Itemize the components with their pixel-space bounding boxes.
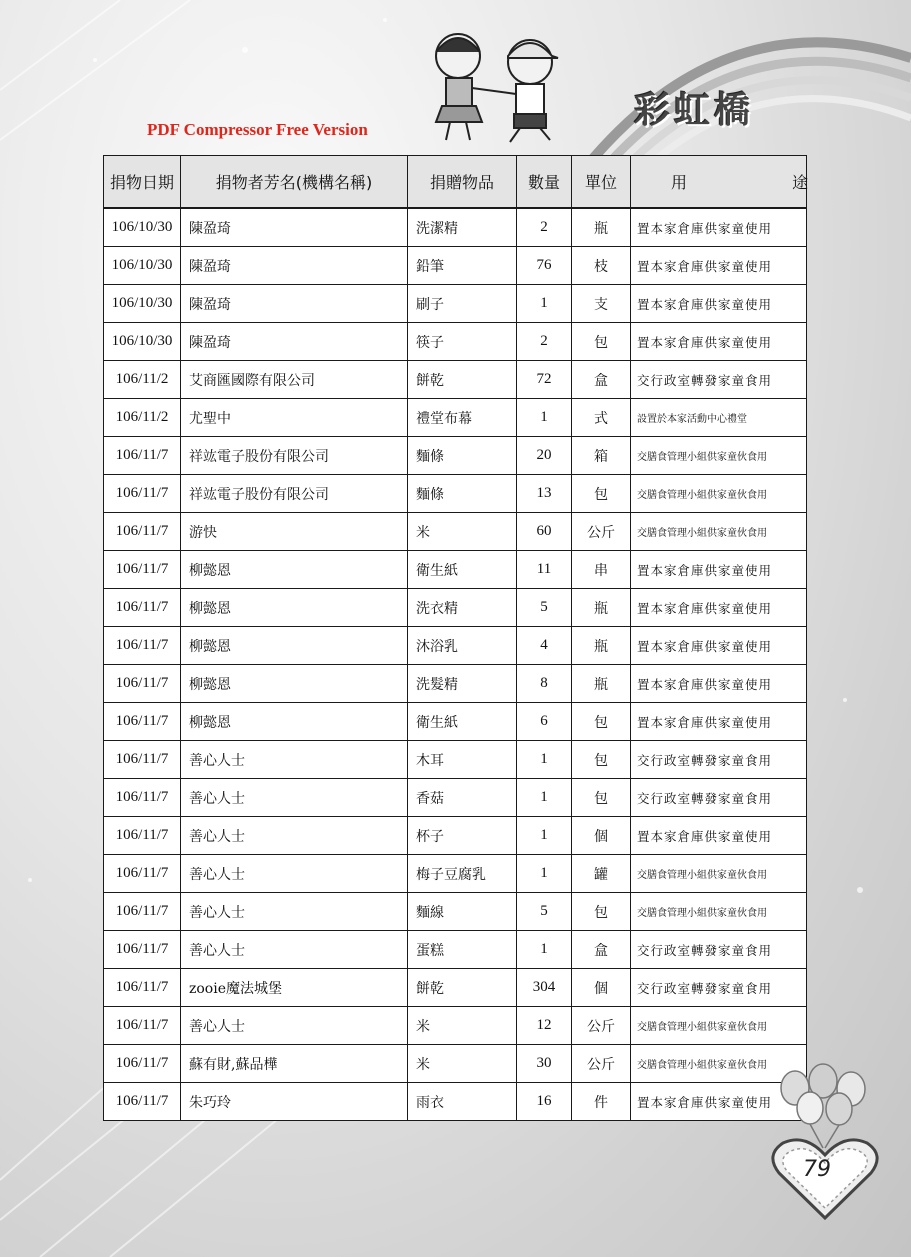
donor-cell: 尤聖中 bbox=[181, 399, 408, 437]
usage-cell: 交行政室轉發家童食用 bbox=[631, 931, 807, 969]
item-cell: 鉛筆 bbox=[408, 247, 517, 285]
quantity-cell: 16 bbox=[517, 1083, 572, 1121]
quantity-cell: 30 bbox=[517, 1045, 572, 1083]
item-cell: 麵線 bbox=[408, 893, 517, 931]
donor-cell: 陳盈琦 bbox=[181, 285, 408, 323]
kids-illustration bbox=[410, 18, 585, 146]
date-cell: 106/11/7 bbox=[104, 817, 181, 855]
donor-cell: 善心人士 bbox=[181, 1007, 408, 1045]
date-cell: 106/11/7 bbox=[104, 779, 181, 817]
unit-cell: 瓶 bbox=[572, 627, 631, 665]
date-cell: 106/11/7 bbox=[104, 855, 181, 893]
donor-cell: 陳盈琦 bbox=[181, 247, 408, 285]
quantity-cell: 2 bbox=[517, 208, 572, 247]
table-row bbox=[104, 1045, 807, 1083]
date-cell: 106/11/7 bbox=[104, 1083, 181, 1121]
unit-cell: 盒 bbox=[572, 361, 631, 399]
unit-cell: 公斤 bbox=[572, 1045, 631, 1083]
date-cell: 106/10/30 bbox=[104, 285, 181, 323]
item-cell: 米 bbox=[408, 1045, 517, 1083]
date-cell: 106/10/30 bbox=[104, 208, 181, 247]
unit-cell: 包 bbox=[572, 475, 631, 513]
usage-cell: 設置於本家活動中心禮堂 bbox=[631, 399, 807, 437]
date-cell: 106/10/30 bbox=[104, 247, 181, 285]
quantity-cell: 5 bbox=[517, 589, 572, 627]
usage-cell: 交行政室轉發家童食用 bbox=[631, 779, 807, 817]
usage-cell: 置本家倉庫供家童使用 bbox=[631, 703, 807, 741]
usage-cell: 交膳食管理小組供家童伙食用 bbox=[631, 893, 807, 931]
quantity-cell: 8 bbox=[517, 665, 572, 703]
quantity-cell: 1 bbox=[517, 285, 572, 323]
date-cell: 106/11/7 bbox=[104, 437, 181, 475]
quantity-cell: 72 bbox=[517, 361, 572, 399]
usage-cell: 交膳食管理小組供家童伙食用 bbox=[631, 513, 807, 551]
donor-cell: 柳懿恩 bbox=[181, 703, 408, 741]
quantity-cell: 1 bbox=[517, 779, 572, 817]
table-row bbox=[104, 893, 807, 931]
quantity-cell: 1 bbox=[517, 399, 572, 437]
donor-cell: 柳懿恩 bbox=[181, 665, 408, 703]
quantity-cell: 1 bbox=[517, 931, 572, 969]
unit-cell: 瓶 bbox=[572, 665, 631, 703]
donor-cell: 柳懿恩 bbox=[181, 551, 408, 589]
unit-cell: 個 bbox=[572, 969, 631, 1007]
date-cell: 106/11/7 bbox=[104, 969, 181, 1007]
donor-cell: zooie魔法城堡 bbox=[181, 969, 408, 1007]
table-row bbox=[104, 817, 807, 855]
date-cell: 106/11/7 bbox=[104, 551, 181, 589]
table-body bbox=[104, 208, 807, 1121]
date-cell: 106/11/7 bbox=[104, 741, 181, 779]
item-cell: 筷子 bbox=[408, 323, 517, 361]
item-cell: 刷子 bbox=[408, 285, 517, 323]
header-date: 捐物日期 bbox=[104, 156, 181, 209]
item-cell: 洗髮精 bbox=[408, 665, 517, 703]
table-header bbox=[104, 156, 859, 209]
table-row bbox=[104, 437, 807, 475]
quantity-cell: 1 bbox=[517, 817, 572, 855]
usage-cell: 交行政室轉發家童食用 bbox=[631, 969, 807, 1007]
quantity-cell: 6 bbox=[517, 703, 572, 741]
table-row bbox=[104, 247, 807, 285]
table-row bbox=[104, 627, 807, 665]
usage-cell: 置本家倉庫供家童使用 bbox=[631, 627, 807, 665]
donor-cell: 祥竑電子股份有限公司 bbox=[181, 475, 408, 513]
table-row bbox=[104, 931, 807, 969]
table-row bbox=[104, 703, 807, 741]
donation-table-container bbox=[103, 155, 859, 1121]
table-row bbox=[104, 741, 807, 779]
table-row bbox=[104, 589, 807, 627]
table-row bbox=[104, 285, 807, 323]
quantity-cell: 20 bbox=[517, 437, 572, 475]
usage-cell: 交行政室轉發家童食用 bbox=[631, 361, 807, 399]
donor-cell: 艾商匯國際有限公司 bbox=[181, 361, 408, 399]
item-cell: 衛生紙 bbox=[408, 703, 517, 741]
donor-cell: 善心人士 bbox=[181, 741, 408, 779]
header-item: 捐贈物品 bbox=[408, 156, 517, 209]
usage-cell: 置本家倉庫供家童使用 bbox=[631, 323, 807, 361]
date-cell: 106/11/7 bbox=[104, 665, 181, 703]
item-cell: 雨衣 bbox=[408, 1083, 517, 1121]
quantity-cell: 4 bbox=[517, 627, 572, 665]
donor-cell: 柳懿恩 bbox=[181, 589, 408, 627]
item-cell: 杯子 bbox=[408, 817, 517, 855]
item-cell: 洗潔精 bbox=[408, 208, 517, 247]
date-cell: 106/10/30 bbox=[104, 323, 181, 361]
item-cell: 香菇 bbox=[408, 779, 517, 817]
donor-cell: 善心人士 bbox=[181, 931, 408, 969]
quantity-cell: 11 bbox=[517, 551, 572, 589]
usage-cell: 交膳食管理小組供家童伙食用 bbox=[631, 1007, 807, 1045]
donor-cell: 蘇有財,蘇品樺 bbox=[181, 1045, 408, 1083]
watermark-text: PDF Compressor Free Version bbox=[147, 120, 368, 139]
unit-cell: 盒 bbox=[572, 931, 631, 969]
item-cell: 禮堂布幕 bbox=[408, 399, 517, 437]
usage-cell: 交膳食管理小組供家童伙食用 bbox=[631, 855, 807, 893]
date-cell: 106/11/7 bbox=[104, 513, 181, 551]
table-row bbox=[104, 323, 807, 361]
table-row bbox=[104, 475, 807, 513]
item-cell: 沐浴乳 bbox=[408, 627, 517, 665]
donor-cell: 柳懿恩 bbox=[181, 627, 408, 665]
item-cell: 洗衣精 bbox=[408, 589, 517, 627]
usage-cell: 置本家倉庫供家童使用 bbox=[631, 285, 807, 323]
quantity-cell: 1 bbox=[517, 741, 572, 779]
quantity-cell: 1 bbox=[517, 855, 572, 893]
header-quantity: 數量 bbox=[517, 156, 572, 209]
item-cell: 米 bbox=[408, 1007, 517, 1045]
donor-cell: 善心人士 bbox=[181, 817, 408, 855]
date-cell: 106/11/7 bbox=[104, 1007, 181, 1045]
item-cell: 餅乾 bbox=[408, 969, 517, 1007]
date-cell: 106/11/7 bbox=[104, 627, 181, 665]
usage-cell: 置本家倉庫供家童使用 bbox=[631, 665, 807, 703]
table-row bbox=[104, 208, 807, 247]
unit-cell: 公斤 bbox=[572, 513, 631, 551]
unit-cell: 瓶 bbox=[572, 208, 631, 247]
header-donor: 捐物者芳名(機構名稱) bbox=[181, 156, 408, 209]
unit-cell: 包 bbox=[572, 779, 631, 817]
table-row bbox=[104, 551, 807, 589]
item-cell: 米 bbox=[408, 513, 517, 551]
table-row bbox=[104, 665, 807, 703]
unit-cell: 件 bbox=[572, 1083, 631, 1121]
unit-cell: 串 bbox=[572, 551, 631, 589]
header-title: 彩虹橋 bbox=[634, 90, 755, 131]
table-row bbox=[104, 361, 807, 399]
donor-cell: 善心人士 bbox=[181, 855, 408, 893]
donor-cell: 祥竑電子股份有限公司 bbox=[181, 437, 408, 475]
quantity-cell: 304 bbox=[517, 969, 572, 1007]
table-row bbox=[104, 399, 807, 437]
table-row bbox=[104, 1083, 807, 1121]
date-cell: 106/11/2 bbox=[104, 399, 181, 437]
unit-cell: 罐 bbox=[572, 855, 631, 893]
date-cell: 106/11/2 bbox=[104, 361, 181, 399]
page-number: 79 bbox=[803, 1157, 831, 1182]
usage-cell: 置本家倉庫供家童使用 bbox=[631, 208, 807, 247]
table-row bbox=[104, 1007, 807, 1045]
table-row bbox=[104, 779, 807, 817]
date-cell: 106/11/7 bbox=[104, 589, 181, 627]
item-cell: 梅子豆腐乳 bbox=[408, 855, 517, 893]
date-cell: 106/11/7 bbox=[104, 893, 181, 931]
donor-cell: 朱巧玲 bbox=[181, 1083, 408, 1121]
item-cell: 麵條 bbox=[408, 475, 517, 513]
donation-table bbox=[103, 155, 859, 1121]
header-unit: 單位 bbox=[572, 156, 631, 209]
quantity-cell: 12 bbox=[517, 1007, 572, 1045]
unit-cell: 包 bbox=[572, 741, 631, 779]
date-cell: 106/11/7 bbox=[104, 1045, 181, 1083]
unit-cell: 支 bbox=[572, 285, 631, 323]
quantity-cell: 60 bbox=[517, 513, 572, 551]
usage-cell: 交膳食管理小組供家童伙食用 bbox=[631, 1045, 807, 1083]
item-cell: 衛生紙 bbox=[408, 551, 517, 589]
unit-cell: 包 bbox=[572, 893, 631, 931]
heart-balloon-decoration bbox=[765, 1063, 885, 1223]
unit-cell: 式 bbox=[572, 399, 631, 437]
usage-cell: 交膳食管理小組供家童伙食用 bbox=[631, 475, 807, 513]
item-cell: 麵條 bbox=[408, 437, 517, 475]
usage-cell: 置本家倉庫供家童使用 bbox=[631, 817, 807, 855]
donor-cell: 善心人士 bbox=[181, 893, 408, 931]
unit-cell: 個 bbox=[572, 817, 631, 855]
date-cell: 106/11/7 bbox=[104, 931, 181, 969]
item-cell: 木耳 bbox=[408, 741, 517, 779]
date-cell: 106/11/7 bbox=[104, 475, 181, 513]
unit-cell: 枝 bbox=[572, 247, 631, 285]
unit-cell: 包 bbox=[572, 323, 631, 361]
item-cell: 餅乾 bbox=[408, 361, 517, 399]
usage-cell: 交行政室轉發家童食用 bbox=[631, 741, 807, 779]
quantity-cell: 2 bbox=[517, 323, 572, 361]
unit-cell: 包 bbox=[572, 703, 631, 741]
quantity-cell: 5 bbox=[517, 893, 572, 931]
unit-cell: 公斤 bbox=[572, 1007, 631, 1045]
donor-cell: 善心人士 bbox=[181, 779, 408, 817]
quantity-cell: 13 bbox=[517, 475, 572, 513]
unit-cell: 瓶 bbox=[572, 589, 631, 627]
table-row bbox=[104, 855, 807, 893]
table-row bbox=[104, 513, 807, 551]
donor-cell: 游快 bbox=[181, 513, 408, 551]
unit-cell: 箱 bbox=[572, 437, 631, 475]
donor-cell: 陳盈琦 bbox=[181, 208, 408, 247]
usage-cell: 置本家倉庫供家童使用 bbox=[631, 1083, 807, 1121]
item-cell: 蛋糕 bbox=[408, 931, 517, 969]
date-cell: 106/11/7 bbox=[104, 703, 181, 741]
usage-cell: 置本家倉庫供家童使用 bbox=[631, 551, 807, 589]
usage-cell: 置本家倉庫供家童使用 bbox=[631, 589, 807, 627]
usage-cell: 置本家倉庫供家童使用 bbox=[631, 247, 807, 285]
usage-cell: 交膳食管理小組供家童伙食用 bbox=[631, 437, 807, 475]
header-usage: 用 途 bbox=[631, 156, 807, 209]
quantity-cell: 76 bbox=[517, 247, 572, 285]
donor-cell: 陳盈琦 bbox=[181, 323, 408, 361]
table-row bbox=[104, 969, 807, 1007]
